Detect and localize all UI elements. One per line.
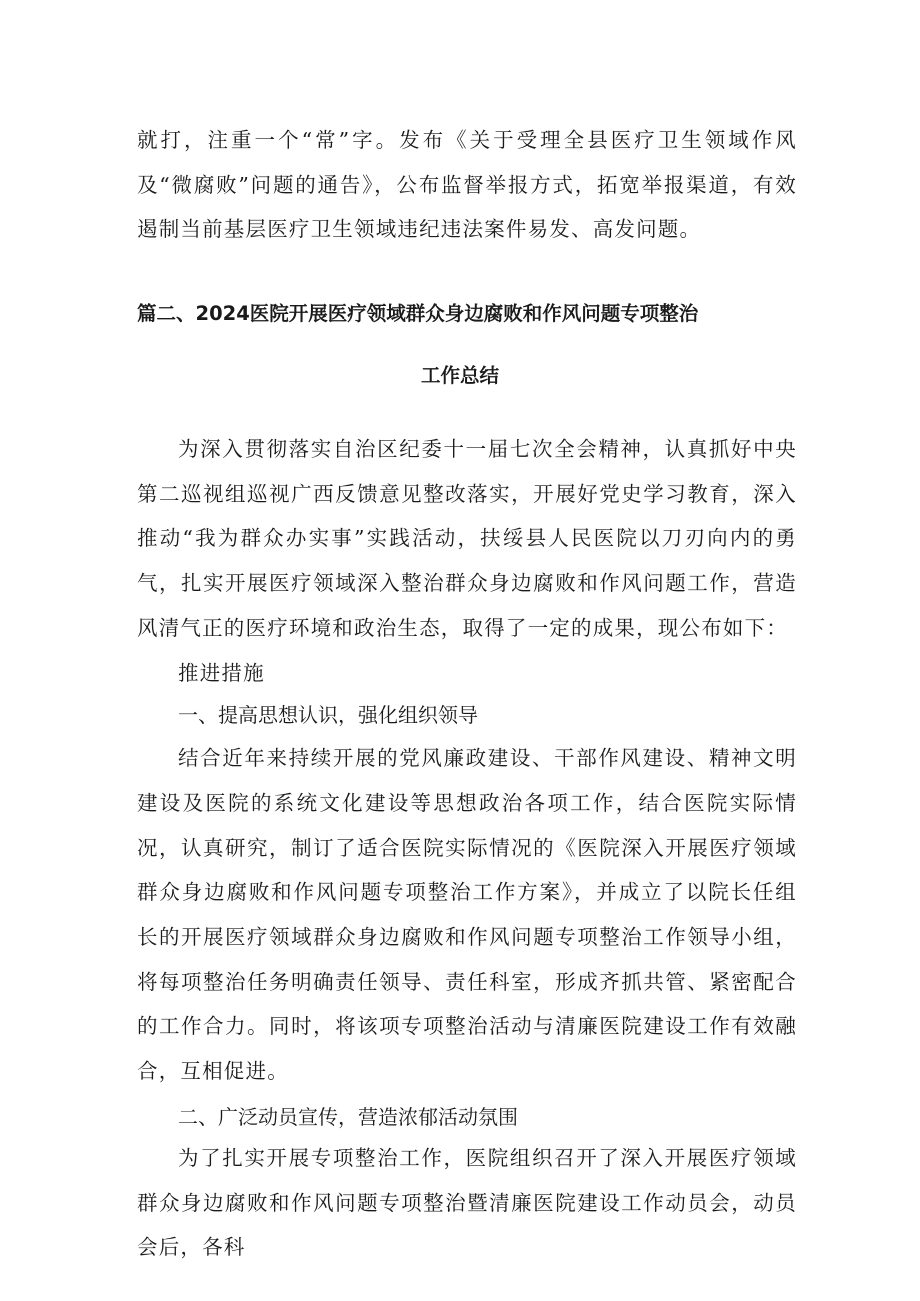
section1-paragraph: 结合近年来持续开展的党风廉政建设、干部作风建设、精神文明建设及医院的系统文化建设等思想政治各项工作，结合医院实际情况，认真研究，制订了适合医院实际情况的《医院深入开展医疗领域群众身边腐败和作风问题专项整治工作方案》，并成立了以院长任组长的开展医疗领域群众身边腐败和作风问题专项整治工作领导小组，将每项整治任务明确责任领导、责任科室，形成齐抓共管、紧密配合的工作合力。同时，将该项专项整治活动与清廉医院建设工作有效融合，互相促进。 xyxy=(137,746,797,1084)
intro-paragraph: 为深入贯彻落实自治区纪委十一届七次全会精神，认真抓好中央第二巡视组巡视广西反馈意见整改落实，开展好党史学习教育，深入推动“我为群众办实事”实践活动，扶绥县人民医院以刀刃向内的勇气，扎实开展医疗领域深入整治群众身边腐败和作风问题工作，营造风清气正的医疗环境和政治生态，取得了一定的成果，现公布如下： xyxy=(137,437,797,640)
section-heading-1: 一、提高思想认识，强化组织领导 xyxy=(178,703,478,728)
article-body xyxy=(137,427,797,1270)
article-title-line-1: 篇二、2024医院开展医疗领域群众身边腐败和作风问题专项整治 xyxy=(137,302,699,325)
article-title-line-2: 工作总结 xyxy=(421,364,500,387)
section-heading-2: 二、广泛动员宣传，营造浓郁活动氛围 xyxy=(178,1104,518,1129)
continuation-paragraph: 就打，注重一个“常”字。发布《关于受理全县医疗卫生领域作风及“微腐败”问题的通告》，公布监督举报方式，拓宽举报渠道，有效遏制当前基层医疗卫生领域违纪违法案件易发、高发问题。 xyxy=(137,128,797,242)
section2-paragraph: 为了扎实开展专项整治工作，医院组织召开了深入开展医疗领域群众身边腐败和作风问题专项整治暨清廉医院建设工作动员会，动员会后，各科 xyxy=(137,1145,797,1260)
measures-label: 推进措施 xyxy=(178,660,265,685)
previous-section-continuation xyxy=(137,118,797,252)
